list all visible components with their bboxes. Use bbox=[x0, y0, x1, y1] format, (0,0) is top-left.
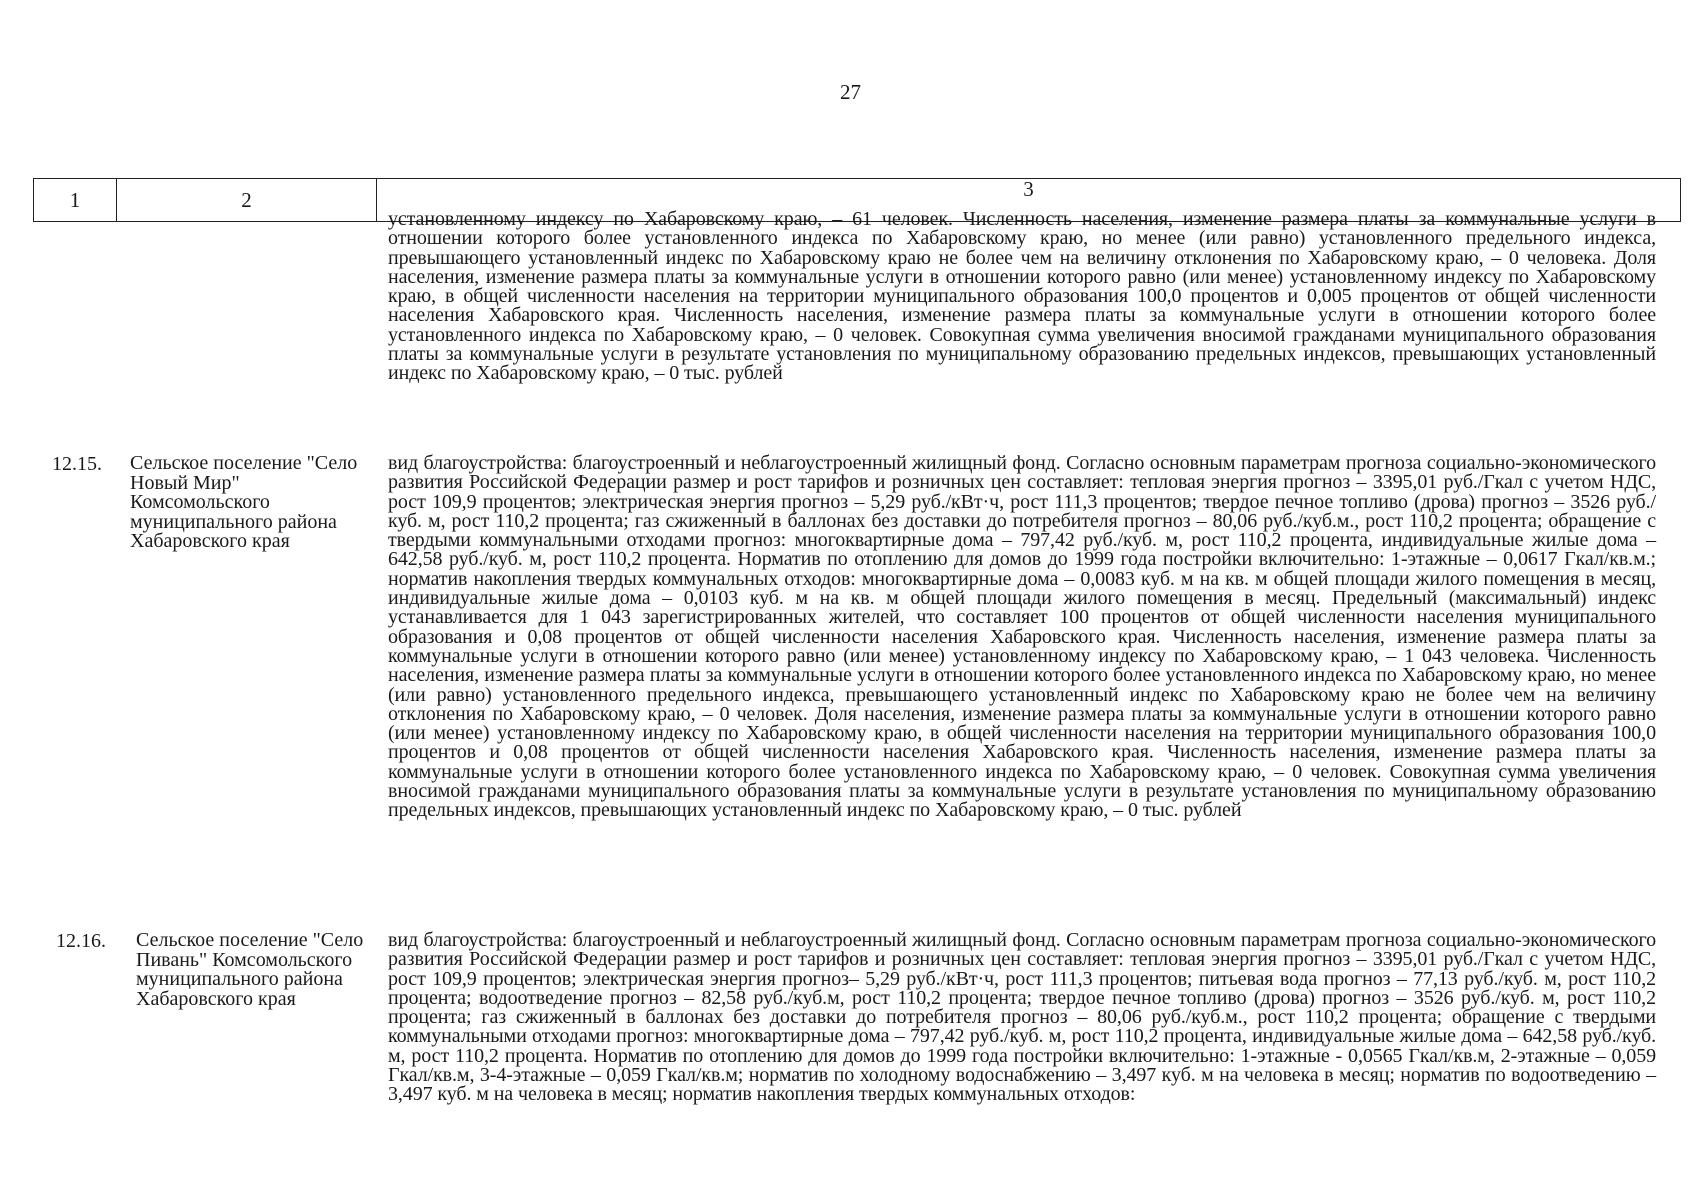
continuation-text: установленному индексу по Хабаровскому краю, – 61 человек. Численность населения, изменение размера платы за коммунальные услуги в отношении которого более установленного индекса по Хабаровскому краю, но менее (или равно) установленного предельного индекса, превышающего установленный индекс по Хабаровскому краю не более чем на величину отклонения по Хабаровскому краю, – 0 человека. Доля населения, изменение размера платы за коммунальные услуги в отношении которого равно (или менее) установленному индексу по Хабаровскому краю, в общей численности населения на территории муниципального образования 100,0 процентов и 0,005 процентов от общей численности населения Хабаровского края. Численность населения, изменение размера платы за коммунальные услуги в отношении которого более установленного индекса по Хабаровскому краю, – 0 человек. Совокупная сумма увеличения вносимой гражданами муниципального образования платы за коммунальные услуги в результате установления по муниципальному образованию предельных индексов, превышающих установленный индекс по Хабаровскому краю, – 0 тыс. рублей bbox=[388, 208, 1656, 385]
entry-text: вид благоустройства: благоустроенный и неблагоустроенный жилищный фонд. Согласно основным параметрам прогноза социально-экономического развития Российской Федерации размер и рост тарифов и розничных цен составляет: тепловая энергия прогноз – 3395,01 руб./Гкал с учетом НДС, рост 109,9 процентов; электрическая энергия прогноз – 5,29 руб./кВт·ч, рост 111,3 процентов; твердое печное топливо (дрова) прогноз – 3526 руб./куб. м, рост 110,2 процента; газ сжиженный в баллонах без доставки до потребителя прогноз – 80,06 руб./куб.м., рост 110,2 процента; обращение с твердыми коммунальными отходами прогноз: многоквартирные дома – 797,42 руб./куб. м, рост 110,2 процента, индивидуальные жилые дома – 642,58 руб./куб. м, рост 110,2 процента. Норматив по отоплению для домов до 1999 года постройки включительно: 1-этажные – 0,0617 Гкал/кв.м.; норматив накопления твердых коммунальных отходов: многоквартирные дома – 0,0083 куб. м на кв. м общей площади жилого помещения в месяц, индивидуальные жилые дома – 0,0103 куб. м на кв. м общей площади жилого помещения в месяц. Предельный (максимальный) индекс устанавливается для 1 043 зарегистрированных жителей, что составляет 100 процентов от общей численности населения муниципального образования и 0,08 процентов от общей численности населения Хабаровского края. Численность населения, изменение размера платы за коммунальные услуги в отношении которого равно (или менее) установленному индексу по Хабаровскому краю, – 1 043 человека. Численность населения, изменение размера платы за коммунальные услуги в отношении которого более установленного индекса по Хабаровскому краю, но менее (или равно) установленного предельного индекса, превышающего установленный индекс по Хабаровскому краю не более чем на величину отклонения по Хабаровскому краю, – 0 человек. Доля населения, изменение размера платы за коммунальные услуги в отношении которого равно (или менее) установленному индексу по Хабаровскому краю, в общей численности населения на территории муниципального образования 100,0 процентов и 0,08 процентов от общей численности населения Хабаровского края. Численность населения, изменение размера платы за коммунальные услуги в отношении которого более установленного индекса по Хабаровскому краю, – 0 человек. Совокупная сумма увеличения вносимой гражданами муниципального образования платы за коммунальные услуги в результате установления по муниципальному образованию предельных индексов, превышающих установленный индекс по Хабаровскому краю, – 0 тыс. рублей bbox=[388, 452, 1656, 822]
page-number: 27 bbox=[840, 80, 861, 104]
header-col-1: 1 bbox=[34, 179, 117, 221]
entry-name: Сельское поселение "Село Новый Мир" Комсомольского муниципального района Хабаровского края bbox=[130, 452, 358, 552]
header-col-3: 3 bbox=[1023, 177, 1034, 201]
entry-number: 12.16. bbox=[56, 930, 106, 952]
entry-number: 12.15. bbox=[52, 453, 102, 475]
entry-text: вид благоустройства: благоустроенный и неблагоустроенный жилищный фонд. Согласно основным параметрам прогноза социально-экономического развития Российской Федерации размер и рост тарифов и розничных цен составляет: тепловая энергия прогноз – 3395,01 руб./Гкал с учетом НДС, рост 109,9 процентов; электрическая энергия прогноз– 5,29 руб./кВт·ч, рост 111,3 процентов; питьевая вода прогноз – 77,13 руб./куб. м, рост 110,2 процента; водоотведение прогноз – 82,58 руб./куб.м, рост 110,2 процента; твердое печное топливо (дрова) прогноз – 3526 руб./куб. м, рост 110,2 процента; газ сжиженный в баллонах без доставки до потребителя прогноз – 80,06 руб./куб.м., рост 110,2 процента; обращение с твердыми коммунальными отходами прогноз: многоквартирные дома – 797,42 руб./куб. м, рост 110,2 процента, индивидуальные жилые дома – 642,58 руб./куб. м, рост 110,2 процента. Норматив по отоплению для домов до 1999 года постройки включительно: 1-этажные - 0,0565 Гкал/кв.м, 2-этажные – 0,059 Гкал/кв.м, 3-4-этажные – 0,059 Гкал/кв.м; норматив по холодному водоснабжению – 3,497 куб. м на человека в месяц; норматив по водоотведению – 3,497 куб. м на человека в месяц; норматив накопления твердых коммунальных отходов: bbox=[388, 929, 1656, 1106]
header-col-2: 2 bbox=[117, 179, 377, 221]
entry-name: Сельское поселение "Село Пивань" Комсомольского муниципального района Хабаровского края bbox=[136, 929, 364, 1010]
